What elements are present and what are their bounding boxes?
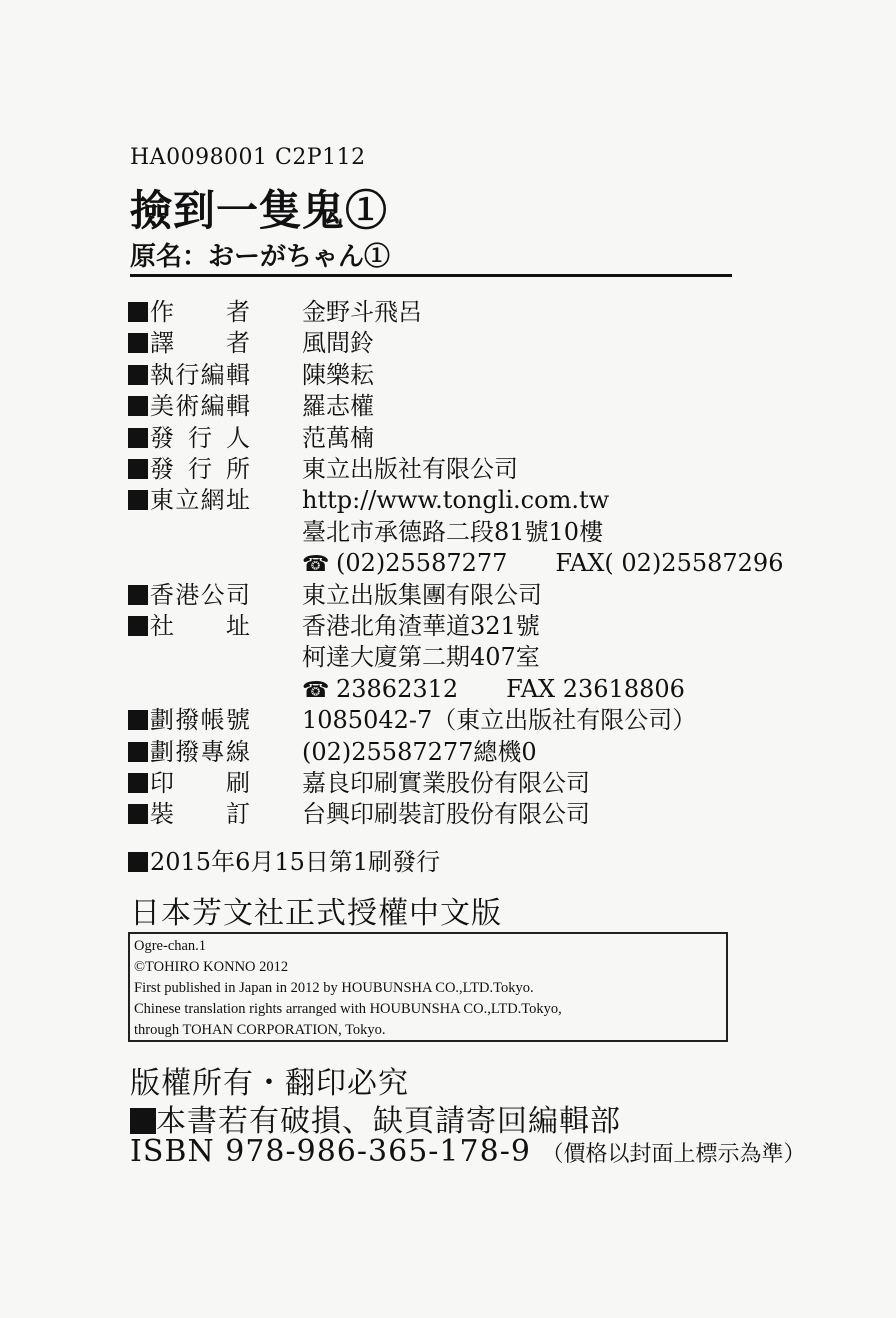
title-divider xyxy=(130,274,732,277)
credit-label-text: 美術編輯 xyxy=(150,392,250,421)
bullet-square xyxy=(128,852,148,872)
credit-value: 柯達大廈第二期407室 xyxy=(302,643,540,672)
credit-value: 臺北市承德路二段81號10樓 xyxy=(302,517,604,546)
fax-number: FAX 23618806 xyxy=(506,674,685,703)
credit-label xyxy=(128,798,253,830)
authorization-statement: 日本芳文社正式授權中文版 xyxy=(130,896,502,931)
credit-label xyxy=(128,610,253,642)
credit-label-text: 譯 者 xyxy=(150,329,250,358)
credit-label-text: 社 址 xyxy=(150,612,250,640)
credit-value: 東立出版社有限公司 xyxy=(302,455,518,483)
credit-label-text: 劃撥帳號 xyxy=(150,706,250,735)
credit-label xyxy=(128,736,253,768)
bullet-square xyxy=(128,396,148,416)
credit-label xyxy=(128,390,253,422)
credit-label-text: 執行編輯 xyxy=(150,360,250,389)
phone-number: (02)25587277 xyxy=(336,549,508,578)
credit-label-text: 發行人 xyxy=(150,423,250,452)
bullet-square xyxy=(128,333,148,353)
credit-label-text: 作 者 xyxy=(150,298,250,326)
bullet-square xyxy=(128,459,148,479)
credit-label-text: 香港公司 xyxy=(150,580,250,609)
price-note: （價格以封面上標示為準） xyxy=(541,1142,806,1167)
phone-number: 23862312 xyxy=(336,674,459,703)
credit-value: 1085042-7（東立出版社有限公司） xyxy=(302,706,697,735)
credit-label xyxy=(128,704,253,736)
phone-icon: ☎ xyxy=(302,677,330,703)
bullet-square xyxy=(128,365,148,385)
credit-label xyxy=(128,359,253,391)
credit-label-text: 裝 訂 xyxy=(150,800,250,829)
credit-label xyxy=(128,422,253,454)
credit-label xyxy=(128,453,253,485)
fax-number: FAX( 02)25587296 xyxy=(555,549,784,578)
credit-label xyxy=(128,296,253,328)
copyright-line: ©TOHIRO KONNO 2012 xyxy=(134,959,289,975)
credit-value: 台興印刷裝訂股份有限公司 xyxy=(302,800,590,829)
credit-value: 陳樂耘 xyxy=(302,360,374,389)
credit-value xyxy=(302,547,783,581)
bullet-square xyxy=(128,302,148,322)
credit-value: 東立出版集團有限公司 xyxy=(302,580,542,609)
bullet-square xyxy=(128,428,148,448)
credit-value: 范萬楠 xyxy=(302,423,374,452)
bullet-square xyxy=(128,616,148,636)
print-date-text: 2015年6月15日第1刷發行 xyxy=(150,848,441,876)
print-date xyxy=(128,842,440,877)
credit-label-text: 東立網址 xyxy=(150,486,250,515)
isbn-line xyxy=(130,1134,805,1169)
credit-label-text: 劃撥專線 xyxy=(150,737,250,766)
credit-value: 嘉良印刷實業股份有限公司 xyxy=(302,769,590,797)
credit-label xyxy=(128,767,253,799)
copyright-line: First published in Japan in 2012 by HOUBUNSHA CO.,LTD.Tokyo. xyxy=(134,980,534,996)
credit-label-text: 印 刷 xyxy=(150,769,250,797)
credit-value xyxy=(302,673,685,707)
credit-label xyxy=(128,484,253,516)
phone-icon: ☎ xyxy=(302,552,330,578)
catalog-code: HA0098001 C2P112 xyxy=(130,145,366,170)
bullet-square xyxy=(128,490,148,510)
rights-notice: 版權所有・翻印必究 xyxy=(130,1066,409,1101)
copyright-line: Chinese translation rights arranged with HOUBUNSHA CO.,LTD.Tokyo, xyxy=(134,1001,562,1017)
bullet-square xyxy=(128,804,148,824)
credit-value: 香港北角渣華道321號 xyxy=(302,612,540,640)
damage-notice-text: 本書若有破損、缺頁請寄回編輯部 xyxy=(156,1104,621,1139)
bullet-square xyxy=(128,742,148,762)
bullet-square xyxy=(128,585,148,605)
copyright-line: Ogre-chan.1 xyxy=(134,938,207,954)
credit-value: http://www.tongli.com.tw xyxy=(302,486,610,515)
credit-value: 金野斗飛呂 xyxy=(302,298,422,326)
credit-label-text: 發行所 xyxy=(150,455,250,483)
credit-value: (02)25587277總機0 xyxy=(302,737,537,766)
original-title: 原名：おーがちゃん① xyxy=(130,242,391,272)
credit-label xyxy=(128,579,253,611)
credit-value: 風間鈴 xyxy=(302,329,374,358)
bullet-square xyxy=(128,773,148,793)
bullet-square xyxy=(128,710,148,730)
credit-label xyxy=(128,327,253,359)
bullet-square xyxy=(130,1108,156,1134)
copyright-line: through TOHAN CORPORATION, Tokyo. xyxy=(134,1022,386,1038)
credit-value: 羅志權 xyxy=(302,392,374,421)
copyright-box xyxy=(128,932,728,1042)
isbn-number: ISBN 978-986-365-178-9 xyxy=(130,1134,531,1169)
book-title: 撿到一隻鬼① xyxy=(130,186,389,235)
